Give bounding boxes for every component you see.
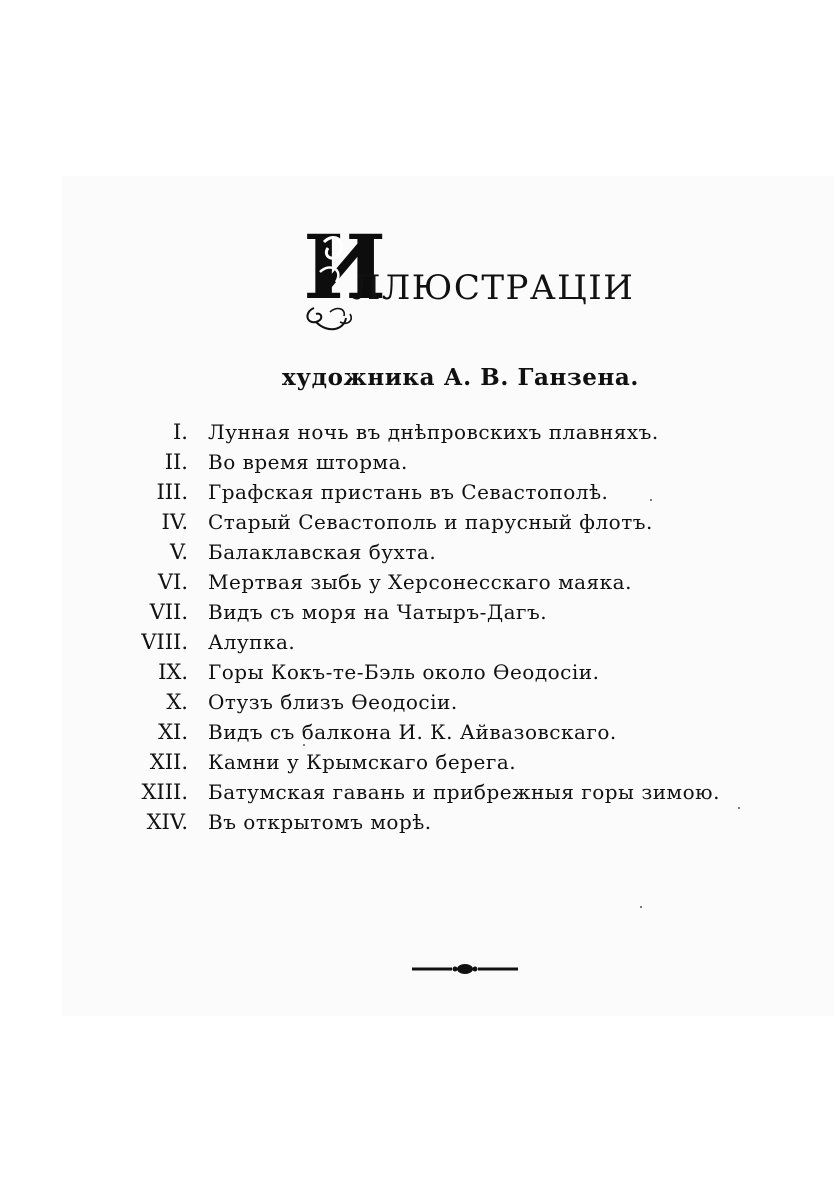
list-item [0,750,800,780]
plate-number: II. [164,450,188,474]
stray-dot [303,744,305,746]
page-subtitle: художника А. В. Ганзена. [282,364,640,391]
list-item [0,780,800,810]
plates-list [0,420,800,840]
plate-title: Алупка. [208,630,296,654]
plate-title: Горы Кокъ-те-Бэль около Өеодосіи. [208,660,600,684]
list-item [0,510,800,540]
plate-title: Видъ съ балкона И. К. Айвазовскаго. [208,720,617,744]
list-item [0,690,800,720]
list-item [0,570,800,600]
plate-number: XIV. [146,810,188,834]
list-item [0,720,800,750]
page-title: ЛЛЮСТРАЦІИ [352,268,635,308]
stray-dot [640,906,642,908]
page-heading [300,212,700,342]
plate-title: Отузъ близъ Өеодосіи. [208,690,458,714]
plate-number: VI. [157,570,188,594]
list-item [0,420,800,450]
plate-number: XI. [158,720,188,744]
decorated-initial-letter [300,212,387,340]
plate-title: Старый Севастополь и парусный флотъ. [208,510,653,534]
list-item [0,660,800,690]
stray-dot [650,499,652,501]
plate-number: XIII. [141,780,188,804]
plate-title: Въ открытомъ морѣ. [208,810,432,834]
plate-number: X. [166,690,188,714]
list-item [0,540,800,570]
plate-number: IV. [161,510,188,534]
plate-title: Графская пристань въ Севастополѣ. [208,480,609,504]
plate-number: I. [173,420,188,444]
plate-number: VIII. [141,630,188,654]
plate-title: Видъ съ моря на Чатыръ-Дагъ. [208,600,548,624]
plate-number: III. [156,480,188,504]
plate-title: Во время шторма. [208,450,408,474]
list-item [0,630,800,660]
stray-dot [738,807,740,809]
plate-title: Лунная ночь въ днѣпровскихъ плавняхъ. [208,420,659,444]
plate-number: IX. [158,660,188,684]
plate-number: XII. [149,750,188,774]
plate-number: V. [169,540,188,564]
list-item [0,810,800,840]
tailpiece-rule-ornament [412,960,518,978]
plate-number: VII. [149,600,188,624]
initial-letter-glyph: И [303,215,387,319]
plate-title: Мертвая зыбь у Херсонесскаго маяка. [208,570,632,594]
list-item [0,480,800,510]
plate-title: Камни у Крымскаго берега. [208,750,517,774]
list-item [0,600,800,630]
list-item [0,450,800,480]
plate-title: Балаклавская бухта. [208,540,437,564]
plate-title: Батумская гавань и прибрежныя горы зимою. [208,780,720,804]
